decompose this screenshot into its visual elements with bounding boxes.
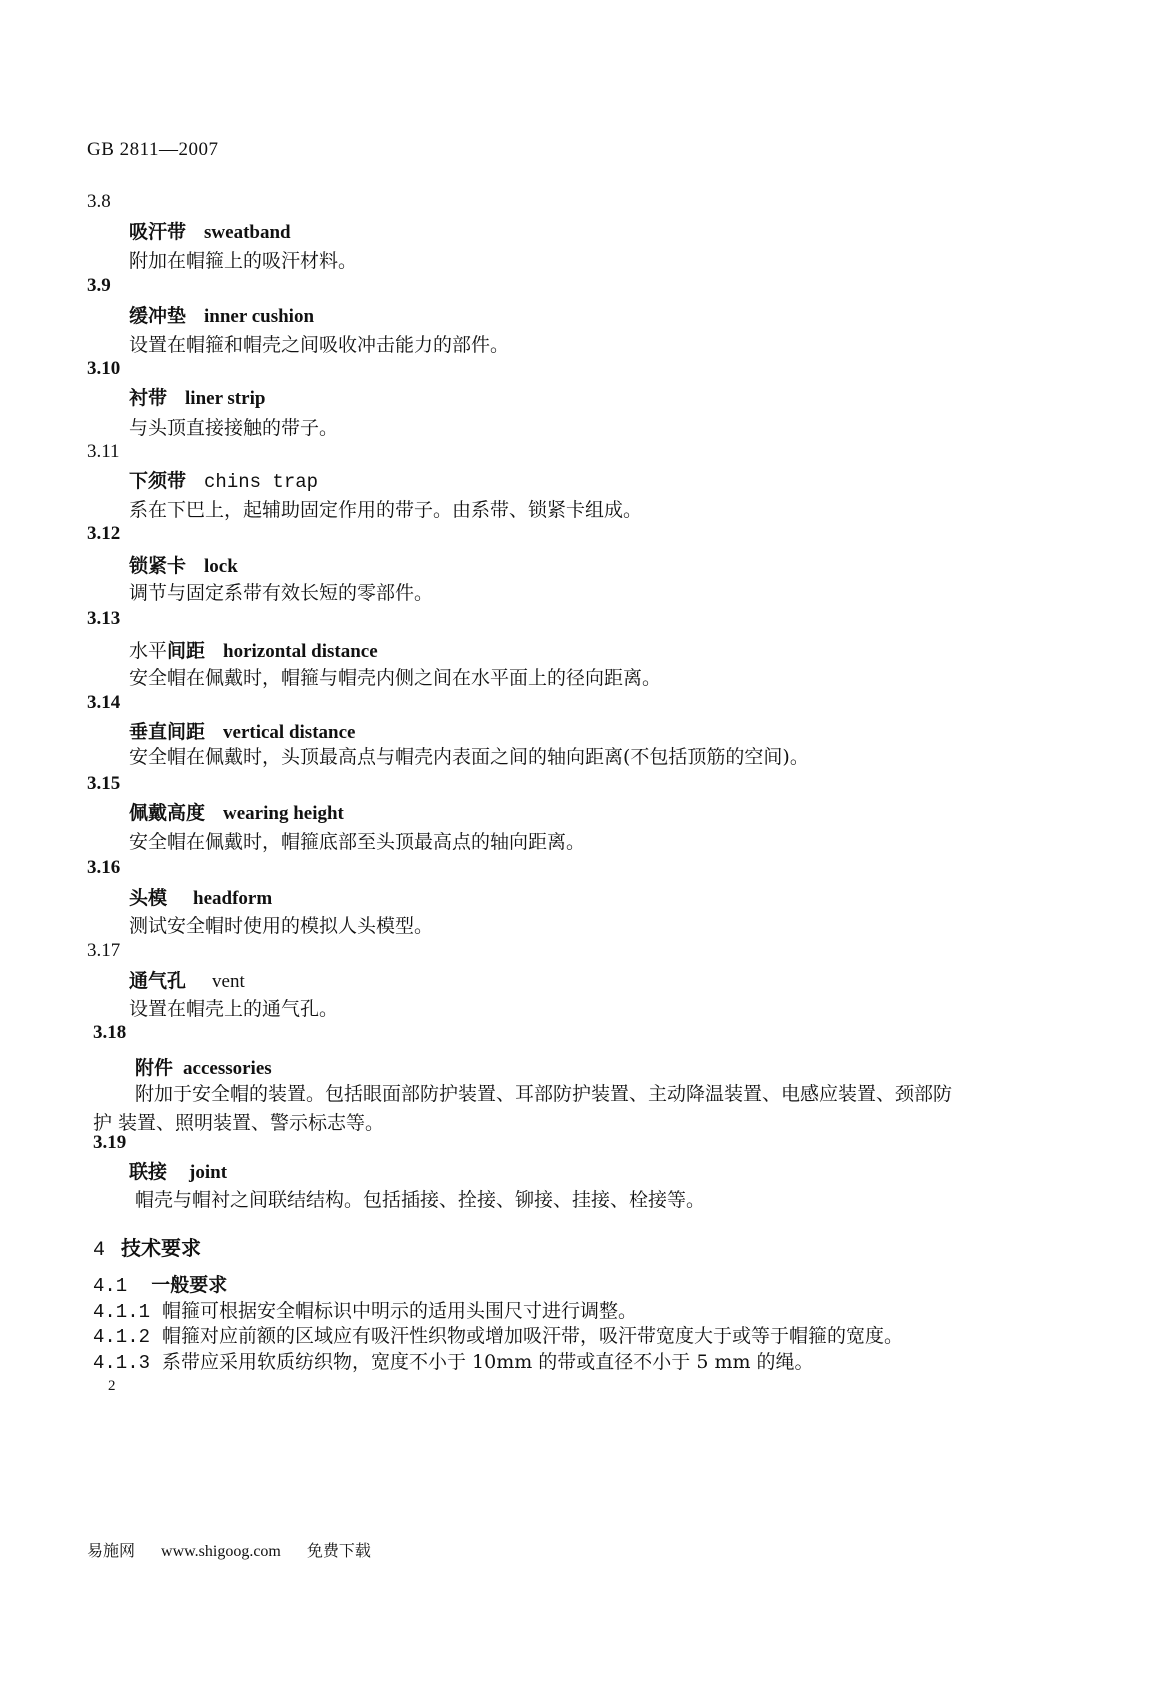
term-zh: 吸汗带	[129, 221, 187, 243]
clause-number: 4.1.2	[93, 1326, 151, 1348]
term-zh: 通气孔	[129, 970, 187, 992]
term-heading	[129, 466, 318, 493]
term-zh-plain: 水平	[129, 640, 168, 662]
term-heading	[135, 1053, 272, 1080]
term-en: chins trap	[204, 471, 319, 493]
clause-text: 帽箍可根据安全帽标识中明示的适用头围尺寸进行调整。	[162, 1300, 638, 1322]
term-zh: 间距	[167, 640, 206, 662]
clause-number: 4.1.3	[93, 1352, 151, 1374]
entry-number: 3.15	[87, 773, 121, 794]
term-heading	[129, 966, 245, 993]
footer-url[interactable]: www.shigoog.com	[161, 1543, 281, 1560]
term-definition: 系在下巴上，起辅助固定作用的带子。由系带、锁紧卡组成。	[129, 499, 643, 521]
entry-number: 3.19	[93, 1132, 127, 1153]
term-zh: 附件	[135, 1057, 174, 1079]
term-zh: 头模	[129, 887, 168, 909]
term-en: vertical distance	[223, 722, 356, 743]
term-zh: 衬带	[129, 387, 168, 409]
section-heading	[93, 1232, 201, 1262]
term-zh: 联接	[129, 1161, 168, 1183]
entry-number: 3.10	[87, 358, 121, 379]
clause-text: 帽箍对应前额的区域应有吸汗性织物或增加吸汗带，吸汗带宽度大于或等于帽箍的宽度。	[162, 1325, 904, 1347]
subsection-title: 一般要求	[151, 1274, 228, 1296]
term-definition: 设置在帽箍和帽壳之间吸收冲击能力的部件。	[129, 334, 510, 356]
clause-text: 系带应采用软质纺织物，宽度不小于 10mm 的带或直径不小于 5 mm 的绳。	[162, 1351, 814, 1373]
term-zh: 佩戴高度	[129, 802, 206, 824]
subsection-heading	[93, 1270, 227, 1297]
term-zh: 垂直间距	[129, 721, 206, 743]
term-heading	[129, 551, 238, 578]
entry-number: 3.17	[87, 940, 121, 961]
term-zh: 下须带	[129, 470, 187, 492]
clause	[93, 1321, 903, 1348]
subsection-number: 4.1	[93, 1275, 128, 1297]
entry-number: 3.12	[87, 523, 121, 544]
entry-number: 3.8	[87, 191, 111, 212]
standard-number: GB 2811—2007	[87, 139, 219, 160]
term-en: horizontal distance	[223, 641, 378, 662]
clause-number: 4.1.1	[93, 1301, 151, 1323]
page-number: 2	[108, 1378, 116, 1394]
term-heading	[129, 636, 378, 663]
footer-site-name: 易施网	[87, 1541, 136, 1560]
term-en: joint	[189, 1162, 228, 1183]
term-zh: 缓冲垫	[129, 305, 187, 327]
footer-download-text: 免费下载	[306, 1541, 371, 1560]
term-definition: 帽壳与帽衬之间联结结构。包括插接、拴接、铆接、挂接、栓接等。	[135, 1189, 706, 1211]
term-heading	[129, 301, 314, 328]
term-heading	[129, 383, 265, 410]
entry-number: 3.13	[87, 608, 121, 629]
term-en: sweatband	[204, 222, 291, 243]
term-en: lock	[204, 556, 238, 577]
section-title: 技术要求	[121, 1236, 202, 1260]
term-zh: 锁紧卡	[129, 555, 187, 577]
term-en: vent	[212, 971, 245, 992]
term-definition: 安全帽在佩戴时，帽箍与帽壳内侧之间在水平面上的径向距离。	[129, 667, 662, 689]
entry-number: 3.11	[87, 441, 120, 462]
term-en: accessories	[183, 1058, 272, 1079]
term-definition: 附加在帽箍上的吸汗材料。	[129, 250, 358, 272]
term-heading	[129, 717, 355, 744]
term-en: inner cushion	[204, 306, 315, 327]
clause	[93, 1296, 637, 1323]
term-heading	[129, 217, 291, 244]
section-number: 4	[93, 1239, 106, 1262]
term-definition: 调节与固定系带有效长短的零部件。	[129, 582, 434, 604]
term-definition: 附加于安全帽的装置。包括眼面部防护装置、耳部防护装置、主动降温装置、电感应装置、颈部防	[135, 1083, 953, 1105]
term-definition: 安全帽在佩戴时，帽箍底部至头顶最高点的轴向距离。	[129, 831, 586, 853]
term-heading	[129, 798, 344, 825]
term-heading	[129, 883, 272, 910]
entry-number: 3.16	[87, 857, 121, 878]
term-definition: 设置在帽壳上的通气孔。	[129, 998, 339, 1020]
page-footer	[87, 1538, 397, 1561]
term-en: wearing height	[223, 803, 344, 824]
term-definition: 与头顶直接接触的带子。	[129, 417, 339, 439]
entry-number: 3.9	[87, 275, 111, 296]
term-en: headform	[193, 888, 273, 909]
term-en: liner strip	[185, 388, 266, 409]
entry-number: 3.18	[93, 1022, 127, 1043]
term-definition: 安全帽在佩戴时，头顶最高点与帽壳内表面之间的轴向距离(不包括顶筋的空间)。	[129, 746, 809, 768]
term-definition: 测试安全帽时使用的模拟人头模型。	[129, 915, 434, 937]
clause	[93, 1347, 814, 1374]
entry-number: 3.14	[87, 692, 121, 713]
term-heading	[129, 1157, 227, 1184]
term-definition-continued: 护 装置、照明装置、警示标志等。	[93, 1112, 385, 1134]
